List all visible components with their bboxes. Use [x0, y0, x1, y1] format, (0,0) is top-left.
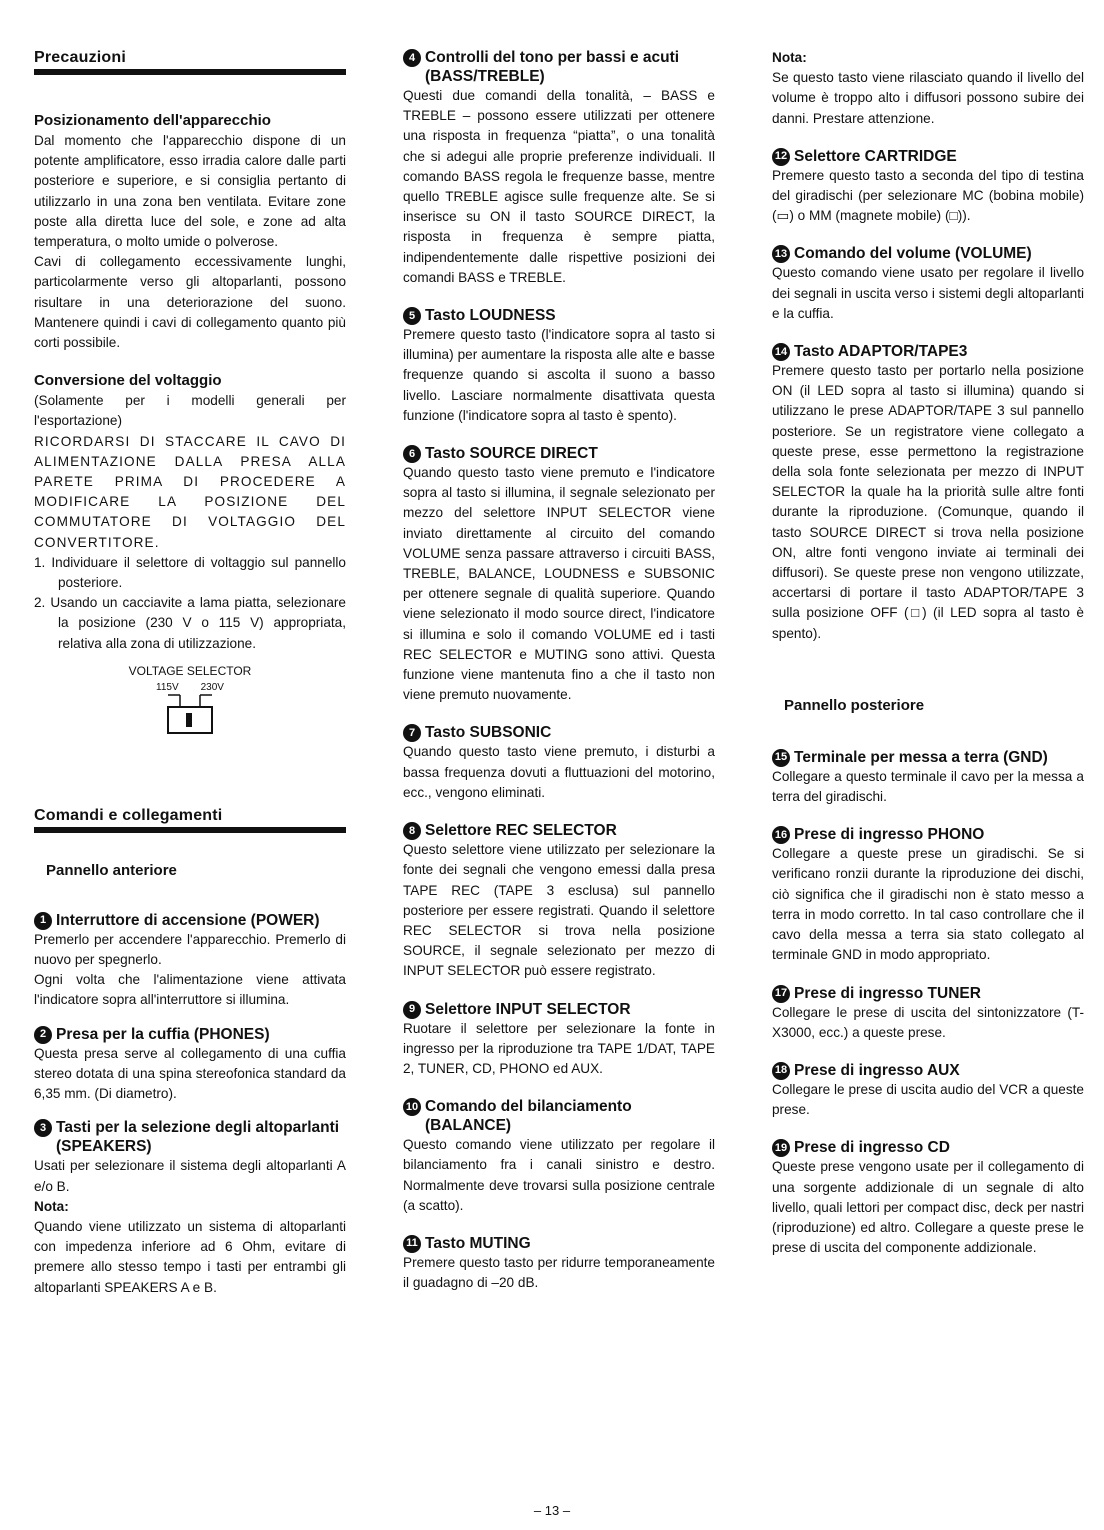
- column-3: [772, 48, 1084, 1258]
- number-badge: 6: [403, 445, 421, 463]
- item-paragraph: Ogni volta che l'alimentazione viene attivata l'indicatore sopra all'interruttore si illumina.: [34, 972, 346, 1008]
- item-paragraph: Premere questo tasto a seconda del tipo di testina del giradischi (per selezionare MC (bobina mobile) (▭) o MM (magnete mobile) (□)).: [772, 167, 1084, 224]
- column-2: [403, 48, 715, 1293]
- item-volume-heading: [772, 244, 1084, 263]
- item-tuner-heading: [772, 984, 1084, 1003]
- item-loudness-heading: [403, 306, 715, 325]
- section-rule: [34, 827, 346, 833]
- item-paragraph: Queste prese vengono usate per il collegamento di una sorgente addizionale di un segnale di alto livello, quali lettori per compact disc, deck per nastri (riproduzione) ed altro. Collegare a queste prese le prese di uscita del componente addizionale.: [772, 1159, 1084, 1256]
- item-title: Terminale per messa a terra (GND): [794, 748, 1048, 766]
- number-badge: 3: [34, 1119, 52, 1137]
- section-title-controls: Comandi e collegamenti: [34, 806, 223, 824]
- placement-paragraph-2: Cavi di collegamento eccessivamente lunghi, particolarmente verso gli altoparlanti, possono risultare in una deteriorazione del suono. Mantenere quindi i cavi di collegamento quanto più corti possibile.: [34, 254, 346, 351]
- number-badge: 5: [403, 307, 421, 325]
- number-badge: 15: [772, 749, 790, 767]
- item-muting-heading: [403, 1234, 715, 1253]
- item-paragraph: Quando questo tasto viene premuto e l'indicatore sopra al tasto si illumina, il segnale selezionato per mezzo del selettore INPUT SELECTOR viene inviato direttamente al circuito del comando VOLUME senza passare attraverso i circuiti BASS, TREBLE, BALANCE, LOUDNESS e SUBSONIC per ottenere segnale di qualità superiore. Quando viene selezionato il modo source direct, l'indicatore si illumina e solo il comando VOLUME ed i tasti REC SELECTOR e MUTING sono attivi. Questa funzione viene mantenuta fino a che il tasto non viene premuto nuovamente.: [403, 465, 715, 703]
- item-paragraph: Premere questo tasto (l'indicatore sopra al tasto si illumina) per aumentare la risposta alle alte e basse frequenze quando si ascolta il suono a basso livello. Lasciare normalmente disattivata questa funzione (l'indicatore sopra al tasto è spento).: [403, 327, 715, 423]
- note-label: Nota:: [34, 1198, 69, 1214]
- voltage-steps: [34, 553, 346, 654]
- rear-panel-heading: Pannello posteriore: [784, 696, 925, 714]
- item-source-direct-heading: [403, 444, 715, 463]
- item-title: Tasto LOUDNESS: [425, 307, 556, 325]
- item-rec-selector-heading: [403, 821, 715, 840]
- section-rule: [34, 69, 346, 75]
- number-badge: 2: [34, 1026, 52, 1044]
- item-title: Selettore CARTRIDGE: [794, 147, 957, 165]
- number-badge: 9: [403, 1001, 421, 1019]
- item-title: Comando del bilanciamento (BALANCE): [425, 1098, 632, 1135]
- item-paragraph: Premere questo tasto per portarlo nella posizione ON (il LED sopra al tasto si illumina) quando si utilizzano le prese ADAPTOR/TAPE 3 sul pannello posteriore. Se un registratore viene collegato a queste prese, esse permettono la registrazione della sola fonte selezionata per mezzo di INPUT SELECTOR la quale ha la priorità sulle altre fonti durante la riproduzione. (Comunque, quando il tasto SOURCE DIRECT si trova nella posizione ON, altre fonti vengono inviate ai terminali dei diffusori). Se queste prese non vengono utilizzate, accertarsi di portare il tasto ADAPTOR/TAPE 3 sulla posizione OFF (□) (il LED sopra al tasto è spento).: [772, 363, 1084, 641]
- item-title: Prese di ingresso CD: [794, 1139, 950, 1157]
- number-badge: 12: [772, 148, 790, 166]
- number-badge: 19: [772, 1139, 790, 1157]
- placement-paragraph-1: Dal momento che l'apparecchio dispone di un potente amplificatore, esso irradia calore dalle parti posteriore e superiore, e si consiglia pertanto di utilizzarlo in una zona ben ventilata. Evitare zone poste alla diretta luce del sole, e zone ad alta temperatura, o molto umide o polverose.: [34, 133, 346, 250]
- number-badge: 10: [403, 1098, 421, 1116]
- section-title-precautions: Precauzioni: [34, 49, 127, 66]
- item-title: Prese di ingresso PHONO: [794, 826, 985, 844]
- item-title: Tasto ADAPTOR/TAPE3: [794, 343, 968, 361]
- item-balance-heading: [403, 1097, 715, 1135]
- voltage-115-label: 115V: [156, 681, 179, 693]
- item-title: Presa per la cuffia (PHONES): [56, 1025, 270, 1043]
- item-title: Prese di ingresso AUX: [794, 1061, 960, 1079]
- number-badge: 4: [403, 49, 421, 67]
- number-badge: 17: [772, 985, 790, 1003]
- voltage-230-label: 230V: [200, 681, 224, 693]
- column-1: [34, 48, 346, 1298]
- voltage-selector-diagram: [100, 664, 280, 740]
- item-paragraph: Quando questo tasto viene premuto, i disturbi a bassa frequenza dovuti a fluttuazioni del motorino, ecc., vengono eliminati.: [403, 744, 715, 800]
- voltage-step: 2. Usando un cacciavite a lama piatta, selezionare la posizione (230 V o 115 V) appropriata, relativa alla zona di utilizzazione.: [34, 595, 346, 651]
- item-paragraph: Premerlo per accendere l'apparecchio. Premerlo di nuovo per spegnerlo.: [34, 931, 346, 968]
- item-input-selector-heading: [403, 1000, 715, 1019]
- placement-heading: Posizionamento dell'apparecchio: [34, 112, 271, 129]
- item-power-heading: [34, 911, 346, 930]
- item-bass-treble-heading: [403, 48, 715, 86]
- number-badge: 8: [403, 822, 421, 840]
- item-title: Comando del volume (VOLUME): [794, 245, 1032, 263]
- item-aux-heading: [772, 1061, 1084, 1080]
- item-title: Tasto SOURCE DIRECT: [425, 445, 598, 463]
- item-paragraph: Questo comando viene utilizzato per regolare il bilanciamento fra i canali sinistro e destro. Normalmente deve trovarsi sulla posizione centrale (a scatto).: [403, 1137, 715, 1213]
- item-phones-heading: [34, 1025, 346, 1044]
- item-paragraph: Usati per selezionare il sistema degli altoparlanti A e/o B.: [34, 1158, 346, 1194]
- note-paragraph: Se questo tasto viene rilasciato quando il livello del volume è troppo alto i diffusori possono subire dei danni. Prestare attenzione.: [772, 70, 1084, 126]
- number-badge: 16: [772, 826, 790, 844]
- item-title: Selettore REC SELECTOR: [425, 822, 617, 840]
- item-phono-heading: [772, 825, 1084, 844]
- item-paragraph: Questa presa serve al collegamento di una cuffia stereo dotata di una spina stereofonica standard da 6,35 mm. (Di diametro).: [34, 1045, 346, 1102]
- voltage-switch-icon: [150, 693, 230, 737]
- number-badge: 18: [772, 1062, 790, 1080]
- item-adaptor-heading: [772, 342, 1084, 361]
- voltage-step: 1. Individuare il selettore di voltaggio sul pannello posteriore.: [34, 554, 346, 591]
- voltage-paragraph: (Solamente per i modelli generali per l'esportazione): [34, 393, 346, 429]
- voltage-warning: RICORDARSI DI STACCARE IL CAVO DI ALIMENTAZIONE DALLA PRESA ALLA PARETE PRIMA DI PROCEDERE A MODIFICARE LA POSIZIONE DEL COMMUTATORE DI VOLTAGGIO DEL CONVERTITORE.: [34, 433, 346, 550]
- item-title: Selettore INPUT SELECTOR: [425, 1000, 631, 1018]
- voltage-heading: Conversione del voltaggio: [34, 372, 222, 390]
- number-badge: 14: [772, 343, 790, 361]
- item-paragraph: Premere questo tasto per ridurre temporaneamente il guadagno di –20 dB.: [403, 1254, 715, 1291]
- front-panel-heading: Pannello anteriore: [46, 861, 177, 879]
- item-paragraph: Collegare a questo terminale il cavo per la messa a terra del giradischi.: [772, 768, 1084, 805]
- item-paragraph: Collegare le prese di uscita del sintonizzatore (T-X3000, ecc.) a queste prese.: [772, 1004, 1084, 1040]
- number-badge: 7: [403, 724, 421, 742]
- item-title: Interruttore di accensione (POWER): [56, 911, 320, 929]
- item-title: Prese di ingresso TUNER: [794, 984, 981, 1002]
- item-title: Tasti per la selezione degli altoparlanti (SPEAKERS): [56, 1119, 340, 1156]
- number-badge: 11: [403, 1235, 421, 1253]
- item-paragraph: Quando viene utilizzato un sistema di altoparlanti con impedenza inferiore ad 6 Ohm, evitare di premere allo stesso tempo i tasti per entrambi gli altoparlanti SPEAKERS A e B.: [34, 1218, 346, 1295]
- note-label: Nota:: [772, 50, 807, 65]
- item-title: Tasto MUTING: [425, 1234, 531, 1252]
- item-cartridge-heading: [772, 147, 1084, 166]
- number-badge: 13: [772, 245, 790, 263]
- item-paragraph: Questo selettore viene utilizzato per selezionare la fonte dei segnali che vengono emessi dalla presa TAPE REC (TAPE 3 esclusa) sul pannello posteriore per essere registrati. Quando il selettore REC SELECTOR si trova nella posizione SOURCE, il segnale selezionato per mezzo di INPUT SELECTOR può essere registrato.: [403, 842, 715, 979]
- voltage-selector-label: VOLTAGE SELECTOR: [128, 663, 252, 678]
- page-number: – 13 –: [533, 1503, 571, 1518]
- item-paragraph: Questi due comandi della tonalità, – BASS e TREBLE – possono essere utilizzati per ottenere una risposta in frequenza “piatta”, o una tonalità che si adegui alle proprie preferenze individuali. Il comando BASS regola le frequenze basse, mentre quello TREBLE agisce sulle frequenze alte. Se si inserisce su ON il tasto SOURCE DIRECT, la risposta in frequenza è sempre piatta, indipendentemente dalle rispettive posizioni dei comandi BASS e TREBLE.: [403, 88, 715, 285]
- item-paragraph: Ruotare il selettore per selezionare la fonte in ingresso per la riproduzione tra TAPE 1/DAT, TAPE 2, TUNER, CD, PHONO ed AUX.: [403, 1020, 715, 1076]
- item-title: Tasto SUBSONIC: [425, 724, 552, 742]
- item-paragraph: Collegare le prese di uscita audio del VCR a queste prese.: [772, 1081, 1084, 1118]
- item-gnd-heading: [772, 748, 1084, 767]
- item-title: Controlli del tono per bassi e acuti (BASS/TREBLE): [425, 49, 680, 85]
- item-paragraph: Collegare a queste prese un giradischi. Se si verificano ronzii durante la riproduzione dei dischi, ciò significa che il giradischi non è stato messo a terra in modo corretto. In tal caso controllare che il cavo della messa a terra sia stato collegato al terminale GND in modo appropriato.: [772, 846, 1084, 963]
- item-speakers-heading: [34, 1118, 346, 1156]
- item-paragraph: Questo comando viene usato per regolare il livello dei segnali in uscita verso i sistemi degli altoparlanti e la cuffia.: [772, 265, 1084, 321]
- item-subsonic-heading: [403, 723, 715, 742]
- number-badge: 1: [34, 912, 52, 930]
- item-cd-heading: [772, 1138, 1084, 1157]
